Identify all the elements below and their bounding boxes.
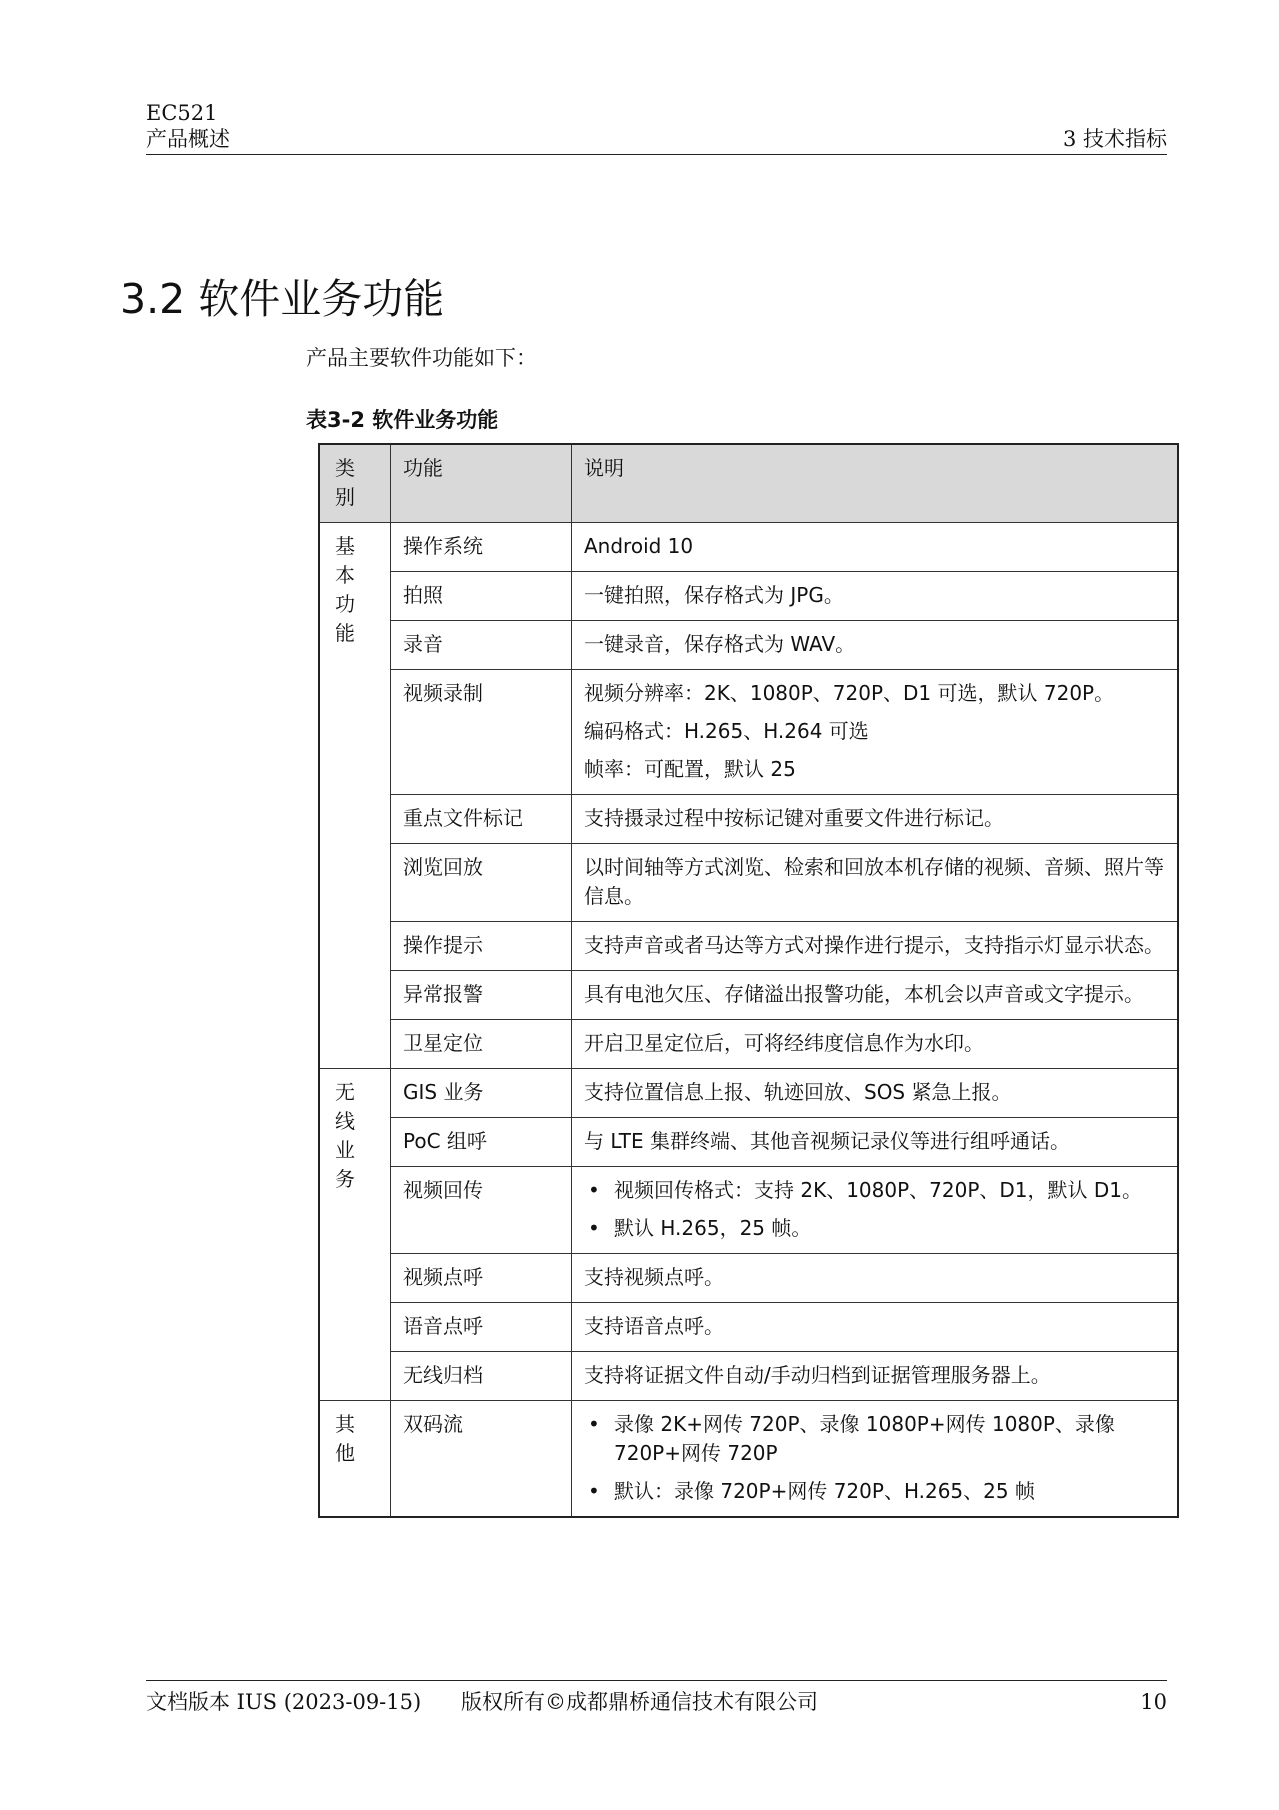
list-item: • 视频回传格式：支持 2K、1080P、720P、D1，默认 D1。 [614,1176,1165,1205]
description-cell [572,1167,1179,1254]
description-cell: 支持声音或者马达等方式对操作进行提示，支持指示灯显示状态。 [572,922,1179,971]
function-cell: 操作系统 [391,523,572,572]
footer-divider [146,1680,1167,1681]
function-cell: 语音点呼 [391,1303,572,1352]
function-cell: 视频录制 [391,670,572,795]
header-description: 说明 [572,444,1179,523]
doc-version: 文档版本 IUS (2023-09-15) [146,1690,422,1714]
function-cell: 视频点呼 [391,1254,572,1303]
table-row [319,621,1178,670]
description-cell: 支持将证据文件自动/手动归档到证据管理服务器上。 [572,1352,1179,1401]
description-cell: 一键录音，保存格式为 WAV。 [572,621,1179,670]
table-row [319,1352,1178,1401]
table-row [319,1254,1178,1303]
description-cell: 支持位置信息上报、轨迹回放、SOS 紧急上报。 [572,1069,1179,1118]
category-cell: 基本功能 [319,523,391,1069]
header-divider [146,154,1167,155]
bullet-list [584,1410,1165,1506]
bullet-list [584,1176,1165,1243]
description-cell: 支持摄录过程中按标记键对重要文件进行标记。 [572,795,1179,844]
function-cell: GIS 业务 [391,1069,572,1118]
function-cell: 无线归档 [391,1352,572,1401]
description-cell: 具有电池欠压、存储溢出报警功能，本机会以声音或文字提示。 [572,971,1179,1020]
function-cell: 录音 [391,621,572,670]
table-row [319,922,1178,971]
table-row [319,795,1178,844]
category-cell: 其他 [319,1401,391,1518]
section-title: 3.2 软件业务功能 [120,275,445,323]
description-cell: 支持语音点呼。 [572,1303,1179,1352]
table-row [319,844,1178,922]
copyright: 版权所有©成都鼎桥通信技术有限公司 [461,1690,818,1714]
description-cell: 视频分辨率：2K、1080P、720P、D1 可选，默认 720P。 编码格式：H.265、H.264 可选 帧率：可配置，默认 25 [572,670,1179,795]
function-cell: 卫星定位 [391,1020,572,1069]
description-cell: 以时间轴等方式浏览、检索和回放本机存储的视频、音频、照片等信息。 [572,844,1179,922]
description-cell: 开启卫星定位后，可将经纬度信息作为水印。 [572,1020,1179,1069]
function-cell: 浏览回放 [391,844,572,922]
product-name: EC521 [146,101,218,125]
doc-title: 产品概述 [146,127,230,151]
function-cell: 双码流 [391,1401,572,1518]
table-row [319,1167,1178,1254]
description-cell: 与 LTE 集群终端、其他音视频记录仪等进行组呼通话。 [572,1118,1179,1167]
table-caption: 表3-2 软件业务功能 [306,408,499,432]
table-row [319,1118,1178,1167]
table-row [319,572,1178,621]
function-cell: 重点文件标记 [391,795,572,844]
function-cell: 操作提示 [391,922,572,971]
table-row [319,1401,1178,1518]
page-header-left [146,100,230,152]
list-item: • 录像 2K+网传 720P、录像 1080P+网传 1080P、录像 720P+网传 720P [614,1410,1165,1468]
chapter-title: 3 技术指标 [1062,127,1167,151]
table-row [319,1303,1178,1352]
description-cell: 支持视频点呼。 [572,1254,1179,1303]
table-row [319,670,1178,795]
table-row [319,1020,1178,1069]
table-row [319,523,1178,572]
table-row [319,1069,1178,1118]
function-cell: PoC 组呼 [391,1118,572,1167]
description-cell: 一键拍照，保存格式为 JPG。 [572,572,1179,621]
page-number: 10 [1140,1690,1167,1714]
category-cell: 无线业务 [319,1069,391,1401]
description-cell [572,1401,1179,1518]
description-cell: Android 10 [572,523,1179,572]
table-row [319,971,1178,1020]
section-intro: 产品主要软件功能如下： [306,346,537,370]
header-function: 功能 [391,444,572,523]
function-cell: 视频回传 [391,1167,572,1254]
table-header-row [319,444,1178,523]
list-item: • 默认 H.265，25 帧。 [614,1214,1165,1243]
software-function-table [318,443,1179,1518]
function-cell: 拍照 [391,572,572,621]
header-category: 类别 [319,444,391,523]
function-cell: 异常报警 [391,971,572,1020]
list-item: • 默认：录像 720P+网传 720P、H.265、25 帧 [614,1477,1165,1506]
